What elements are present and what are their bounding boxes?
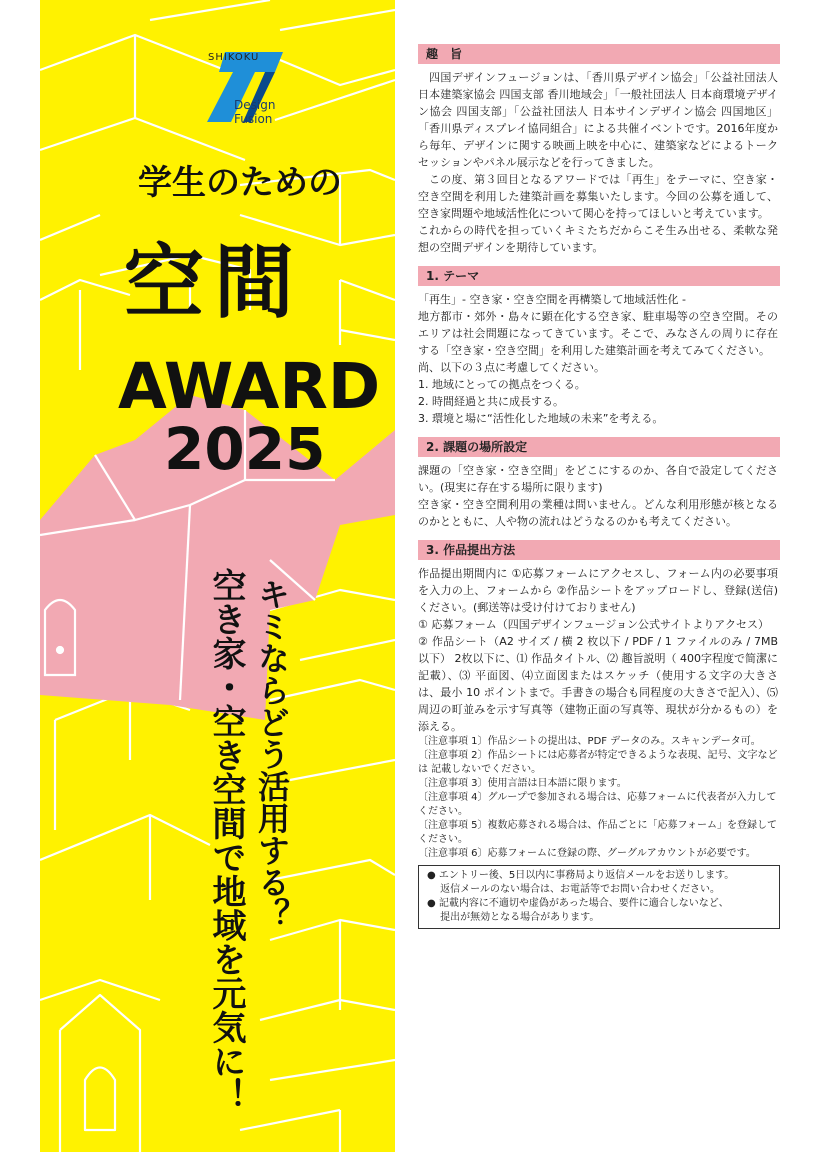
poster-panel (40, 0, 395, 1152)
title-main: 空間 (124, 236, 304, 329)
place-paragraph-1: 課題の「空き家・空き空間」をどこにするのか、各自で設定してください。(現実に存在する場所に限ります) (418, 464, 778, 494)
theme-paragraph-2: 尚、以下の３点に考慮してください。 (418, 361, 605, 374)
heading-theme: 1. テーマ (418, 266, 780, 286)
note-item: 〔注意事項 1〕作品シートの提出は、PDF データのみ。スキャンデータ可。 (418, 736, 761, 747)
notice-line: ● エントリー後、5日以内に事務局より返信メールをお送りします。 (427, 870, 735, 881)
place-paragraph-2: 空き家・空き空間利用の業種は問いません。どんな利用形態が核となるのかとともに、人や物の流れはどうなるのかも考えてください。 (418, 498, 778, 528)
logo-design-text: Design (234, 98, 276, 112)
submit-paragraph-3: ② 作品シート（A2 サイズ / 横 2 枚以下 / PDF / 1 ファイルのみ / 7MB 以下） 2枚以下に、⑴ 作品タイトル、⑵ 趣旨説明（ 400字程度で简潔に記載）、⑶ 平面図、⑷立面図またはスケッチ（使用する文字の大きさは、最小 10 ポイントまで。手書きの場合も同程度の大きさで記入）、⑸ 周辺の町並みを示す写真等（建物正面の写真等、現状が分かるもの）を添える。 (418, 635, 778, 733)
notice-line: ● 記載内容に不適切や虚偽があった場合、要件に適合しないなど、 (427, 898, 729, 909)
catch-line-1: キミならどう活用する？ (253, 578, 291, 930)
shushi-paragraph-3: これからの時代を担っていくキミたちだからこそ生み出せる、柔軟な発想の空間デザインを期待しています。 (418, 224, 778, 254)
shushi-paragraph-1: 四国デザインフュージョンは、「香川県デザイン協会」「公益社団法人 日本建築家協会 四国支部 香川地域会」「一般社団法人 日本商環境デザイン協会 四国支部」「公益社団法人 日本サインデザイン協会 四国地区」「香川県ディスプレイ協同組合」による共催イベントです。2016年度から毎年、デザインに関する映画上映を中心に、建築家などによるトークセッションやパネル展示などを行ってきました。 (418, 71, 778, 169)
heading-shushi: 趣 旨 (418, 44, 780, 64)
title-award: AWARD (118, 350, 381, 423)
logo-fusion-text: Fusion (234, 112, 273, 126)
notice-line: 提出が無効となる場合があります。 (427, 912, 600, 923)
title-year: 2025 (164, 415, 326, 483)
logo-shikoku-text: SHIKOKU (208, 52, 260, 63)
theme-paragraph-1: 地方都市・郊外・島々に顕在化する空き家、駐車場等の空き空間。そのエリアは社会問題になってきています。そこで、みなさんの周りに存在する「空き家・空き空間」を利用した建築計画を考えてみてください。 (418, 310, 778, 357)
note-item: 〔注意事項 5〕複数応募される場合は、作品ごとに「応募フォーム」を登録してください。 (418, 820, 778, 845)
theme-lead: 「再生」- 空き家・空き空間を再構築して地域活性化 - (418, 293, 686, 306)
note-item: 〔注意事項 2〕作品シートには応募者が特定できるような表現、記号、文字などは 記載しないでください。 (418, 750, 778, 775)
submit-paragraph-2: ① 応募フォーム（四国デザインフュージョン公式サイトよりアクセス） (418, 618, 769, 631)
title-subtitle: 学生のための (138, 163, 342, 203)
theme-item: 3. 環境と場に“活性化した地域の未来”を考える。 (418, 412, 664, 425)
note-item: 〔注意事項 3〕使用言語は日本語に限ります。 (418, 778, 627, 789)
heading-place: 2. 課題の場所設定 (418, 437, 780, 457)
note-item: 〔注意事項 6〕応募フォームに登録の際、グーグルアカウントが必要です。 (418, 848, 756, 859)
theme-item: 1. 地域にとっての拠点をつくる。 (418, 378, 586, 391)
note-item: 〔注意事項 4〕グループで参加される場合は、応募フォームに代表者が入力してください。 (418, 792, 777, 817)
theme-item: 2. 時間経過と共に成長する。 (418, 395, 564, 408)
notice-line: 返信メールのない場合は、お電話等でお問い合わせください。 (427, 884, 720, 895)
catch-line-2: 空き家・空き空間で地域を元気に！ (206, 568, 246, 1112)
shushi-paragraph-2: この度、第３回目となるアワードでは「再生」をテーマに、空き家・空き空間を利用した建築計画を募集いたします。今回の公募を通して、空き家問題や地域活性化について関心を持ってほしいと考えています。 (418, 173, 778, 220)
heading-submit: 3. 作品提出方法 (418, 540, 780, 560)
submit-paragraph-1: 作品提出期間内に ①応募フォームにアクセスし、フォーム内の必要事項を入力の上、フォームから ②作品シートをアップロードし、登録(送信)ください。(郵送等は受け付けておりません) (418, 567, 778, 614)
description-column (418, 44, 780, 929)
notice-box (418, 865, 780, 929)
